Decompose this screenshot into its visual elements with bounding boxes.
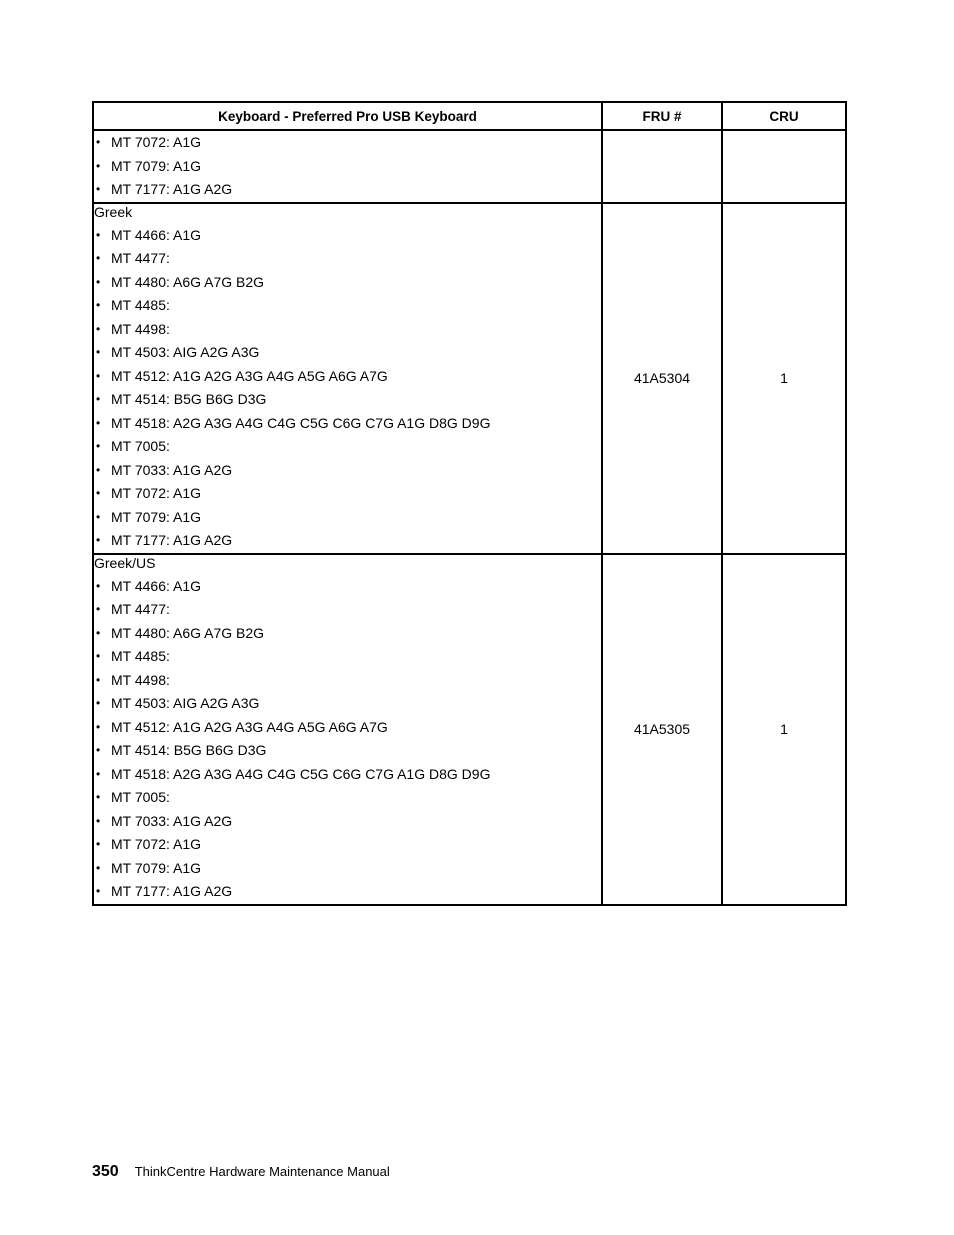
- bullet-icon: •: [96, 439, 101, 453]
- bullet-icon: •: [96, 884, 101, 898]
- list-item: [94, 529, 601, 553]
- machine-type-text: MT 7177: A1G A2G: [111, 181, 233, 197]
- bullet-icon: •: [96, 533, 101, 547]
- list-item: [94, 763, 601, 787]
- machine-type-text: MT 7079: A1G: [111, 508, 202, 525]
- machine-type-list: [94, 575, 601, 904]
- bullet-icon: •: [96, 509, 101, 524]
- bullet-icon: •: [96, 392, 101, 406]
- bullet-icon: •: [96, 415, 101, 430]
- bullet-icon: •: [96, 368, 101, 383]
- list-item: [94, 318, 601, 342]
- cell-fru-number: [602, 130, 722, 203]
- machine-type-text: MT 7072: A1G: [111, 134, 202, 150]
- machine-type-text: MT 4518: A2G A3G A4G C4G C5G C6G C7G A1G D8G D9G: [111, 414, 491, 431]
- header-description: Keyboard - Preferred Pro USB Keyboard: [93, 102, 602, 130]
- cell-fru-number: 41A5305: [602, 554, 722, 905]
- bullet-icon: •: [96, 298, 101, 312]
- bullet-icon: •: [96, 158, 101, 173]
- cell-cru: 1: [722, 554, 846, 905]
- machine-type-text: MT 4514: B5G B6G D3G: [111, 742, 267, 758]
- bullet-icon: •: [96, 274, 101, 289]
- list-item: [94, 178, 601, 202]
- table-header-row: [93, 102, 846, 130]
- list-item: [94, 857, 601, 881]
- table-row: [93, 203, 846, 554]
- list-item: [94, 833, 601, 857]
- table-row: [93, 130, 846, 203]
- machine-type-text: MT 4485:: [111, 297, 170, 313]
- list-item: [94, 365, 601, 389]
- machine-type-text: MT 4480: A6G A7G B2G: [111, 273, 265, 290]
- bullet-icon: •: [96, 462, 101, 477]
- list-item: [94, 294, 601, 318]
- machine-type-text: MT 4477:: [111, 250, 170, 266]
- bullet-icon: •: [96, 649, 101, 663]
- bullet-icon: •: [96, 790, 101, 804]
- machine-type-text: MT 7072: A1G: [111, 836, 202, 852]
- bullet-icon: •: [96, 182, 101, 196]
- list-item: [94, 506, 601, 530]
- table-row: [93, 554, 846, 905]
- list-item: [94, 598, 601, 622]
- machine-type-text: MT 4498:: [111, 320, 170, 337]
- cell-fru-number: 41A5304: [602, 203, 722, 554]
- machine-type-text: MT 7033: A1G A2G: [111, 461, 233, 478]
- machine-type-text: MT 7177: A1G A2G: [111, 883, 233, 899]
- bullet-icon: •: [96, 625, 101, 640]
- list-item: [94, 482, 601, 506]
- bullet-icon: •: [96, 719, 101, 734]
- machine-type-text: MT 4498:: [111, 671, 170, 688]
- machine-type-list: [94, 224, 601, 553]
- machine-type-text: MT 4518: A2G A3G A4G C4G C5G C6G C7G A1G D8G D9G: [111, 765, 491, 782]
- bullet-icon: •: [96, 345, 101, 359]
- machine-type-text: MT 7005:: [111, 789, 170, 805]
- machine-type-text: MT 7079: A1G: [111, 157, 202, 174]
- list-item: [94, 341, 601, 365]
- list-item: [94, 692, 601, 716]
- keyboard-group-title: Greek/US: [94, 554, 156, 571]
- list-item: [94, 247, 601, 271]
- cell-description: [93, 130, 602, 203]
- machine-type-text: MT 7005:: [111, 438, 170, 454]
- machine-type-text: MT 4466: A1G: [111, 577, 202, 594]
- bullet-icon: •: [96, 766, 101, 781]
- list-item: [94, 131, 601, 155]
- list-item: [94, 271, 601, 295]
- machine-type-text: MT 4466: A1G: [111, 226, 202, 243]
- bullet-icon: •: [96, 135, 101, 149]
- cell-cru: [722, 130, 846, 203]
- machine-type-text: MT 4477:: [111, 601, 170, 617]
- cell-description: [93, 554, 602, 905]
- bullet-icon: •: [96, 743, 101, 757]
- machine-type-text: MT 7177: A1G A2G: [111, 532, 233, 548]
- list-item: [94, 575, 601, 599]
- bullet-icon: •: [96, 860, 101, 875]
- machine-type-text: MT 4512: A1G A2G A3G A4G A5G A6G A7G: [111, 718, 388, 735]
- bullet-icon: •: [96, 602, 101, 616]
- machine-type-text: MT 4485:: [111, 648, 170, 664]
- bullet-icon: •: [96, 578, 101, 593]
- list-item: [94, 155, 601, 179]
- header-cru: CRU: [722, 102, 846, 130]
- list-item: [94, 412, 601, 436]
- header-fru: FRU #: [602, 102, 722, 130]
- cell-description: [93, 203, 602, 554]
- bullet-icon: •: [96, 251, 101, 265]
- fru-table: [92, 101, 847, 906]
- machine-type-text: MT 4503: AIG A2G A3G: [111, 344, 260, 360]
- list-item: [94, 716, 601, 740]
- machine-type-text: MT 7033: A1G A2G: [111, 812, 233, 829]
- list-item: [94, 435, 601, 459]
- machine-type-text: MT 4480: A6G A7G B2G: [111, 624, 265, 641]
- bullet-icon: •: [96, 486, 101, 500]
- list-item: [94, 880, 601, 904]
- list-item: [94, 224, 601, 248]
- bullet-icon: •: [96, 227, 101, 242]
- cell-cru: 1: [722, 203, 846, 554]
- list-item: [94, 739, 601, 763]
- list-item: [94, 645, 601, 669]
- page-number: 350: [92, 1163, 119, 1180]
- list-item: [94, 459, 601, 483]
- machine-type-text: MT 4503: AIG A2G A3G: [111, 695, 260, 711]
- machine-type-list: [94, 131, 601, 202]
- machine-type-text: MT 7072: A1G: [111, 485, 202, 501]
- list-item: [94, 786, 601, 810]
- bullet-icon: •: [96, 672, 101, 687]
- list-item: [94, 810, 601, 834]
- machine-type-text: MT 4512: A1G A2G A3G A4G A5G A6G A7G: [111, 367, 388, 384]
- bullet-icon: •: [96, 837, 101, 851]
- bullet-icon: •: [96, 321, 101, 336]
- list-item: [94, 622, 601, 646]
- machine-type-text: MT 7079: A1G: [111, 859, 202, 876]
- table-body: [93, 130, 846, 905]
- list-item: [94, 669, 601, 693]
- bullet-icon: •: [96, 813, 101, 828]
- machine-type-text: MT 4514: B5G B6G D3G: [111, 391, 267, 407]
- manual-title: ThinkCentre Hardware Maintenance Manual: [134, 1164, 390, 1179]
- list-item: [94, 388, 601, 412]
- bullet-icon: •: [96, 696, 101, 710]
- page-footer: [92, 1163, 390, 1181]
- keyboard-group-title: Greek: [94, 203, 133, 220]
